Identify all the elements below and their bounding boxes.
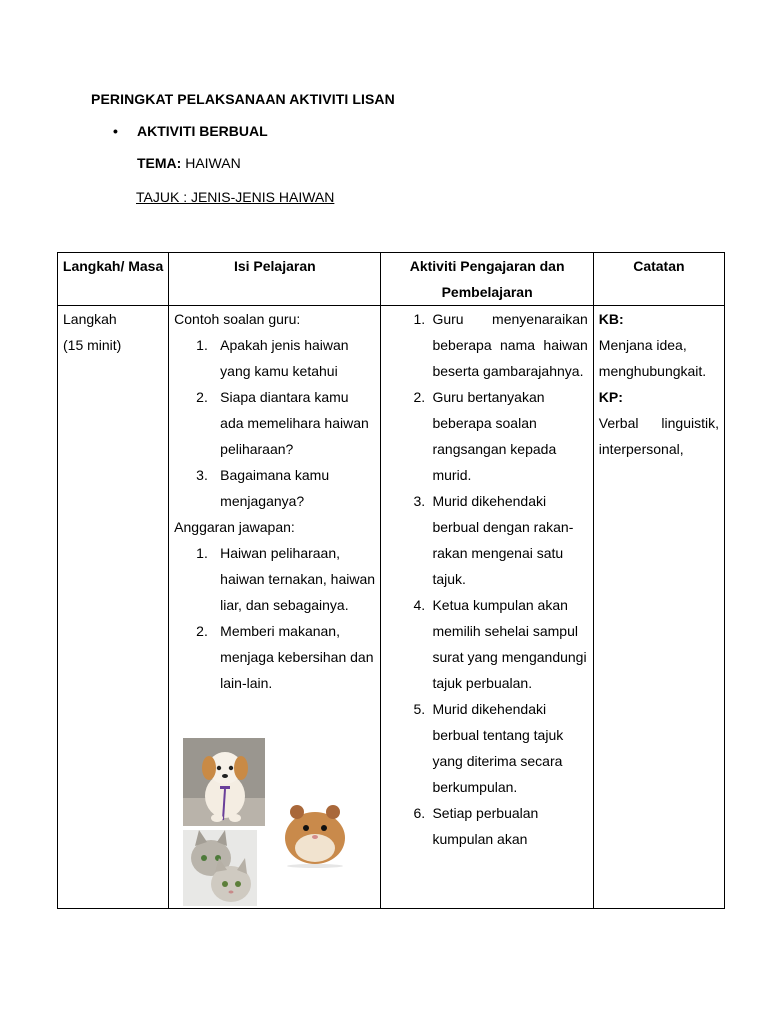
kp-text: Verbal linguistik, interpersonal, <box>598 415 719 457</box>
kb-label: KB: <box>598 311 624 327</box>
aktiviti-list <box>386 306 587 852</box>
hamster-image <box>279 790 351 870</box>
catatan-cell <box>593 306 724 909</box>
puppy-image <box>183 738 265 826</box>
list-item: 1. Haiwan peliharaan, haiwan ternakan, haiwan liar, dan sebagainya. <box>196 545 376 613</box>
list-item: 1. Guru menyenaraikan beberapa nama haiwan beserta gambarajahnya. <box>413 311 588 379</box>
header-aktiviti: Aktiviti Pengajaran dan Pembelajaran <box>381 253 593 306</box>
tema-label: TEMA: <box>137 155 182 171</box>
list-item: 4. Ketua kumpulan akan memilih sehelai sampul surat yang mengandungi tajuk perbualan. <box>413 597 587 691</box>
answers-intro: Anggaran jawapan: <box>174 519 295 535</box>
langkah-cell <box>58 306 169 909</box>
header-catatan: Catatan <box>593 253 724 306</box>
questions-intro: Contoh soalan guru: <box>174 311 301 327</box>
table-row <box>58 306 725 909</box>
kp-label: KP: <box>598 389 623 405</box>
questions-list <box>174 332 375 514</box>
list-item: 6. Setiap perbualan kumpulan akan <box>413 805 539 847</box>
list-item: 5. Murid dikehendaki berbual tentang tajuk yang diterima secara berkumpulan. <box>413 701 564 795</box>
activity-title: AKTIVITI BERBUAL <box>137 123 268 139</box>
header-langkah: Langkah/ Masa <box>58 253 169 306</box>
kb-text: Menjana idea, menghubungkait. <box>598 337 707 379</box>
activity-bullet <box>113 123 268 139</box>
list-item: 1. Apakah jenis haiwan yang kamu ketahui <box>196 337 349 379</box>
list-item: 2. Memberi makanan, menjaga kebersihan dan lain-lain. <box>196 623 374 691</box>
langkah-label: Langkah <box>63 311 117 327</box>
list-item: 2. Siapa diantara kamu ada memelihara haiwan peliharaan? <box>196 389 369 457</box>
list-item: 2. Guru bertanyakan beberapa soalan rangsangan kepada murid. <box>413 389 557 483</box>
aktiviti-cell <box>381 306 593 909</box>
tema-line <box>137 155 241 171</box>
bullet-icon: • <box>113 123 118 139</box>
isi-cell <box>169 306 381 909</box>
kittens-image <box>183 830 257 906</box>
list-item: 3. Bagaimana kamu menjaganya? <box>196 467 330 509</box>
header-isi: Isi Pelajaran <box>169 253 381 306</box>
tajuk-line: TAJUK : JENIS-JENIS HAIWAN <box>136 189 335 205</box>
answers-list <box>174 540 375 696</box>
animal-pictures <box>169 738 380 908</box>
langkah-duration: (15 minit) <box>63 337 122 353</box>
list-item: 3. Murid dikehendaki berbual dengan rakan-rakan mengenai satu tajuk. <box>413 493 574 587</box>
table-header-row <box>58 253 725 306</box>
lesson-table <box>57 252 725 909</box>
tema-value: HAIWAN <box>185 155 241 171</box>
document-heading: PERINGKAT PELAKSANAAN AKTIVITI LISAN <box>91 91 395 107</box>
